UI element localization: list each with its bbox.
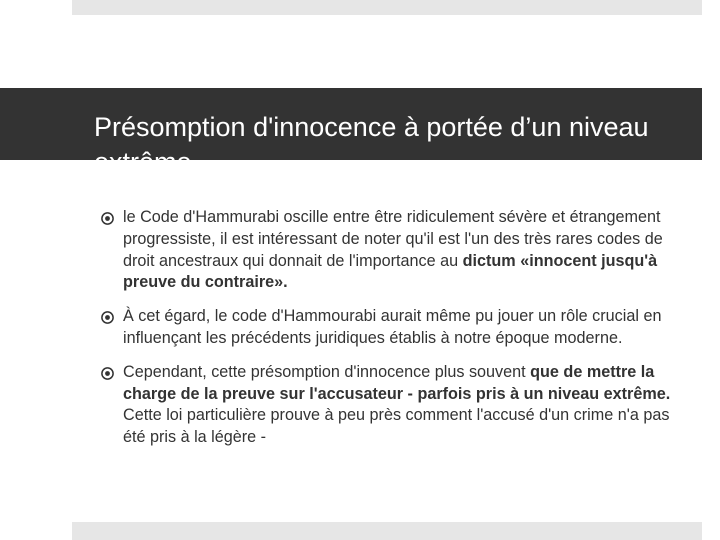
bullet-item xyxy=(100,207,690,294)
bullet-text-bold-segment: que de mettre la charge de la preuve sur l'accusateur - parfois pris à un niveau extrême. xyxy=(123,362,671,403)
bullet-text xyxy=(123,208,663,291)
bullet-text xyxy=(123,363,670,446)
circle-bullet-icon xyxy=(100,211,115,226)
bullet-text-bold-segment: dictum «innocent jusqu'à preuve du contraire». xyxy=(123,251,658,292)
bullet-item xyxy=(100,362,690,449)
bullet-text-segment: Cette loi particulière prouve à peu près comment l'accusé d'un crime n'a pas été pris à la légère - xyxy=(123,406,670,447)
top-accent-bar xyxy=(72,0,702,15)
circle-bullet-icon xyxy=(100,310,115,325)
bullet-item xyxy=(100,306,690,350)
bullet-text-segment: Cependant, cette présomption d'innocence plus souvent xyxy=(123,362,531,381)
bullet-text-segment: À cet égard, le code d'Hammourabi aurait même pu jouer un rôle crucial en influençant les précédents juridiques établis à notre époque moderne. xyxy=(123,307,662,347)
slide-title: Présomption d'innocence à portée d’un niveau extrême xyxy=(94,112,649,177)
bullet-text xyxy=(123,307,661,347)
title-band xyxy=(0,88,702,177)
bullet-text-segment: le Code d'Hammurabi oscille entre être ridiculement sévère et étrangement progressiste, il est intéressant de noter qu'il est l'un des très rares codes de droit ancestraux qui donnait de l'importance au xyxy=(123,208,663,270)
bottom-accent-bar xyxy=(72,522,702,540)
bullet-list xyxy=(100,207,690,449)
circle-bullet-icon xyxy=(100,366,115,381)
